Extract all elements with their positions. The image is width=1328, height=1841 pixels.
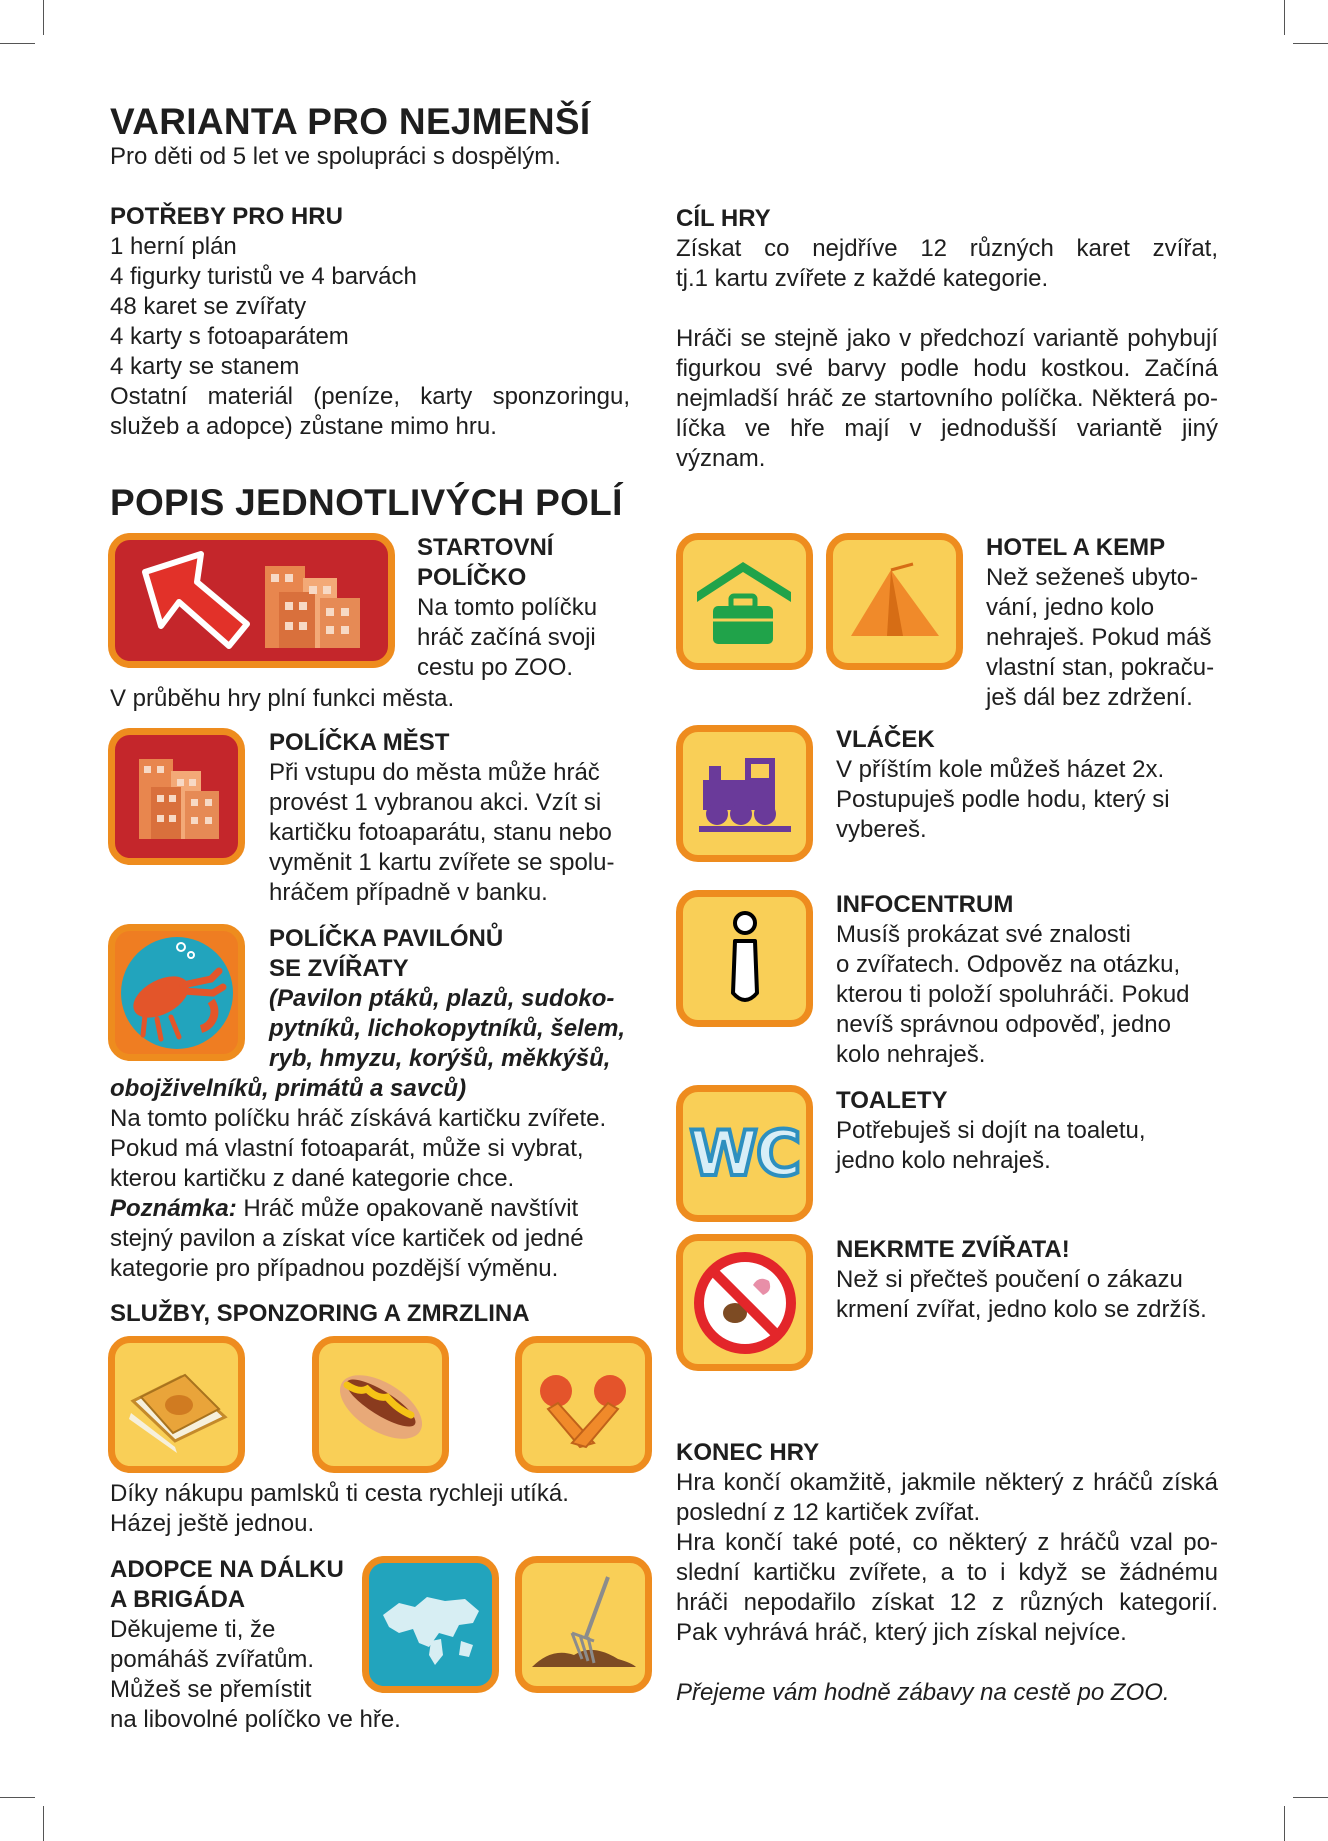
- tent-tile-icon: [826, 533, 963, 670]
- nofeed-text: [836, 1235, 1226, 1325]
- toilets-line: jedno kolo nehraješ.: [836, 1147, 1051, 1174]
- crop-mark: [1284, 1806, 1285, 1841]
- needs-line: 1 herní plán: [110, 233, 237, 260]
- note-text: Hráč může opakovaně navštívit: [236, 1195, 579, 1222]
- pavilions-note-line: stejný pavilon a získat více kartiček od jedné: [110, 1225, 584, 1252]
- needs-line: 48 karet se zvířaty: [110, 293, 307, 320]
- start-heading: POLÍČKO: [417, 564, 527, 591]
- info-line: o zvířatech. Odpověz na otázku,: [836, 951, 1181, 978]
- train-line: vybereš.: [836, 816, 927, 843]
- needs-section: [110, 202, 630, 442]
- crop-mark: [0, 43, 35, 44]
- nofeed-line: Než si přečteš poučení o zákazu: [836, 1266, 1183, 1293]
- adoption-line: na libovolné políčko ve hře.: [110, 1706, 401, 1733]
- crop-mark: [1293, 43, 1328, 44]
- train-line: V příštím kole můžeš házet 2x.: [836, 756, 1165, 783]
- cities-line: hráčem případně v banku.: [269, 879, 548, 906]
- money-tile-icon: [108, 1336, 245, 1473]
- wc-tile-icon: [676, 1085, 813, 1222]
- train-text: [836, 725, 1216, 845]
- cities-line: kartičku fotoaparátu, stanu nebo: [269, 819, 612, 846]
- crop-mark: [0, 1797, 35, 1798]
- toilets-line: Potřebuješ si dojít na toaletu,: [836, 1117, 1146, 1144]
- start-tile-icon: [108, 533, 395, 668]
- wc-icon-text: WC: [689, 1117, 800, 1190]
- toilets-text: [836, 1086, 1226, 1176]
- hotel-heading: HOTEL A KEMP: [986, 534, 1166, 561]
- services-line: Házej ještě jednou.: [110, 1510, 315, 1537]
- needs-line: Ostatní materiál (peníze, karty sponzoringu,: [110, 383, 630, 410]
- info-line: kolo nehraješ.: [836, 1041, 986, 1068]
- services-line: Díky nákupu pamlsků ti cesta rychleji utíká.: [110, 1480, 569, 1507]
- info-line: nevíš správnou odpověď, jedno: [836, 1011, 1171, 1038]
- goal-line: líčka ve hře mají v jednodušší variantě jiný význam.: [676, 415, 1218, 472]
- train-heading: VLÁČEK: [836, 726, 935, 753]
- variant-title: VARIANTA PRO NEJMENŠÍ: [110, 101, 591, 142]
- variant-section: [110, 102, 670, 172]
- needs-line: 4 karty se stanem: [110, 353, 300, 380]
- pavilions-text: [269, 924, 649, 1074]
- crop-mark: [43, 1806, 44, 1841]
- goal-heading: CÍL HRY: [676, 205, 771, 232]
- adoption-line: Můžeš se přemístit: [110, 1676, 312, 1703]
- pitchfork-tile-icon: [515, 1556, 652, 1693]
- crop-mark: [1284, 0, 1285, 35]
- goal-line: tj.1 kartu zvířete z každé kategorie.: [676, 265, 1049, 292]
- end-section: [676, 1438, 1218, 1708]
- info-heading: INFOCENTRUM: [836, 891, 1014, 918]
- hotel-line: vání, jedno kolo: [986, 594, 1155, 621]
- adoption-heading: A BRIGÁDA: [110, 1586, 246, 1613]
- start-heading: STARTOVNÍ: [417, 534, 554, 561]
- icecream-tile-icon: [515, 1336, 652, 1473]
- end-line: hráči nepodařilo získat 12 z různých kategorií.: [676, 1589, 1218, 1616]
- pavilions-body: [110, 1074, 650, 1284]
- toilets-heading: TOALETY: [836, 1087, 948, 1114]
- cities-line: provést 1 vybranou akci. Vzít si: [269, 789, 602, 816]
- needs-line: 4 karty s fotoaparátem: [110, 323, 349, 350]
- variant-subtitle: Pro děti od 5 let ve spolupráci s dospělým.: [110, 143, 561, 170]
- pavilions-note: [110, 1194, 650, 1224]
- needs-line: 4 figurky turistů ve 4 barvách: [110, 263, 417, 290]
- end-wish: Přejeme vám hodně zábavy na cestě po ZOO.: [676, 1679, 1170, 1706]
- services-text: [110, 1479, 650, 1539]
- crop-mark: [1293, 1797, 1328, 1798]
- adoption-line: Děkujeme ti, že: [110, 1616, 276, 1643]
- hotel-text: [986, 533, 1218, 713]
- hotel-tile-icon: [676, 533, 813, 670]
- crop-mark: [43, 0, 44, 35]
- hotel-line: Než seženeš ubyto-: [986, 564, 1199, 591]
- cities-heading: POLÍČKA MĚST: [269, 729, 450, 756]
- fields-title: POPIS JEDNOTLIVÝCH POLÍ: [110, 482, 623, 523]
- adoption-line: pomáháš zvířatům.: [110, 1646, 315, 1673]
- pavilions-heading: SE ZVÍŘATY: [269, 955, 409, 982]
- pavilions-list: pytníků, lichokopytníků, šelem,: [269, 1015, 626, 1042]
- goal-section: [676, 204, 1218, 474]
- needs-line: služeb a adopce) zůstane mimo hru.: [110, 413, 497, 440]
- city-tile-icon: [108, 728, 245, 865]
- note-label: Poznámka:: [110, 1195, 237, 1222]
- pavilions-heading: POLÍČKA PAVILÓNŮ: [269, 925, 504, 952]
- pavilions-note-line: kategorie pro případnou pozdější výměnu.: [110, 1255, 559, 1282]
- end-line: Hra končí také poté, co některý z hráčů vzal po-: [676, 1529, 1218, 1556]
- end-line: slední kartičku zvířete, a to i když se žádnému: [676, 1559, 1218, 1586]
- start-line: cestu po ZOO.: [417, 654, 574, 681]
- services-heading: SLUŽBY, SPONZORING A ZMRZLINA: [110, 1300, 530, 1327]
- start-line: hráč začíná svoji: [417, 624, 596, 651]
- nofeed-heading: NEKRMTE ZVÍŘATA!: [836, 1236, 1070, 1263]
- train-line: Postupuješ podle hodu, který si: [836, 786, 1170, 813]
- hotel-line: nehraješ. Pokud máš: [986, 624, 1212, 651]
- end-line: poslední z 12 kartiček zvířat.: [676, 1499, 981, 1526]
- cities-line: vyměnit 1 kartu zvířete se spolu-: [269, 849, 615, 876]
- start-line: Na tomto políčku: [417, 594, 598, 621]
- pavilions-line: kterou kartičku z dané kategorie chce.: [110, 1165, 515, 1192]
- cities-line: Při vstupu do města může hráč: [269, 759, 600, 786]
- hotel-line: vlastní stan, pokraču-: [986, 654, 1215, 681]
- map-tile-icon: [362, 1556, 499, 1693]
- hotdog-tile-icon: [312, 1336, 449, 1473]
- pavilion-tile-icon: [108, 924, 245, 1061]
- end-line: Hra končí okamžitě, jakmile některý z hráčů získá: [676, 1469, 1218, 1496]
- cities-text: [269, 728, 643, 908]
- goal-line: Hráči se stejně jako v předchozí variantě pohybují: [676, 325, 1218, 352]
- goal-line: figurkou své barvy podle hodu kostkou. Začíná: [676, 355, 1218, 382]
- info-line: kterou ti položí spoluhráči. Pokud: [836, 981, 1190, 1008]
- adoption-heading: ADOPCE NA DÁLKU: [110, 1556, 344, 1583]
- hotel-line: ješ dál bez zdržení.: [986, 684, 1193, 711]
- info-tile-icon: [676, 890, 813, 1027]
- pavilions-list: obojživelníků, primátů a savců): [110, 1075, 467, 1102]
- nofeed-tile-icon: [676, 1234, 813, 1371]
- pavilions-line: Na tomto políčku hráč získává kartičku zvířete.: [110, 1105, 607, 1132]
- nofeed-line: krmení zvířat, jedno kolo se zdržíš.: [836, 1296, 1207, 1323]
- end-heading: KONEC HRY: [676, 1439, 820, 1466]
- train-tile-icon: [676, 725, 813, 862]
- start-tail: V průběhu hry plní funkci města.: [110, 685, 455, 712]
- end-line: Pak vyhrává hráč, který jich získal nejvíce.: [676, 1619, 1127, 1646]
- goal-line: Získat co nejdříve 12 různých karet zvířat,: [676, 235, 1218, 262]
- pavilions-list: ryb, hmyzu, korýšů, měkkýšů,: [269, 1045, 611, 1072]
- pavilions-list: (Pavilon ptáků, plazů, sudoko-: [269, 985, 615, 1012]
- pavilions-line: Pokud má vlastní fotoaparát, může si vybrat,: [110, 1135, 584, 1162]
- needs-heading: POTŘEBY PRO HRU: [110, 203, 343, 230]
- info-text: [836, 890, 1226, 1070]
- goal-line: nejmladší hráč ze startovního políčka. Některá po-: [676, 385, 1218, 412]
- start-text: [417, 533, 657, 683]
- info-line: Musíš prokázat své znalosti: [836, 921, 1131, 948]
